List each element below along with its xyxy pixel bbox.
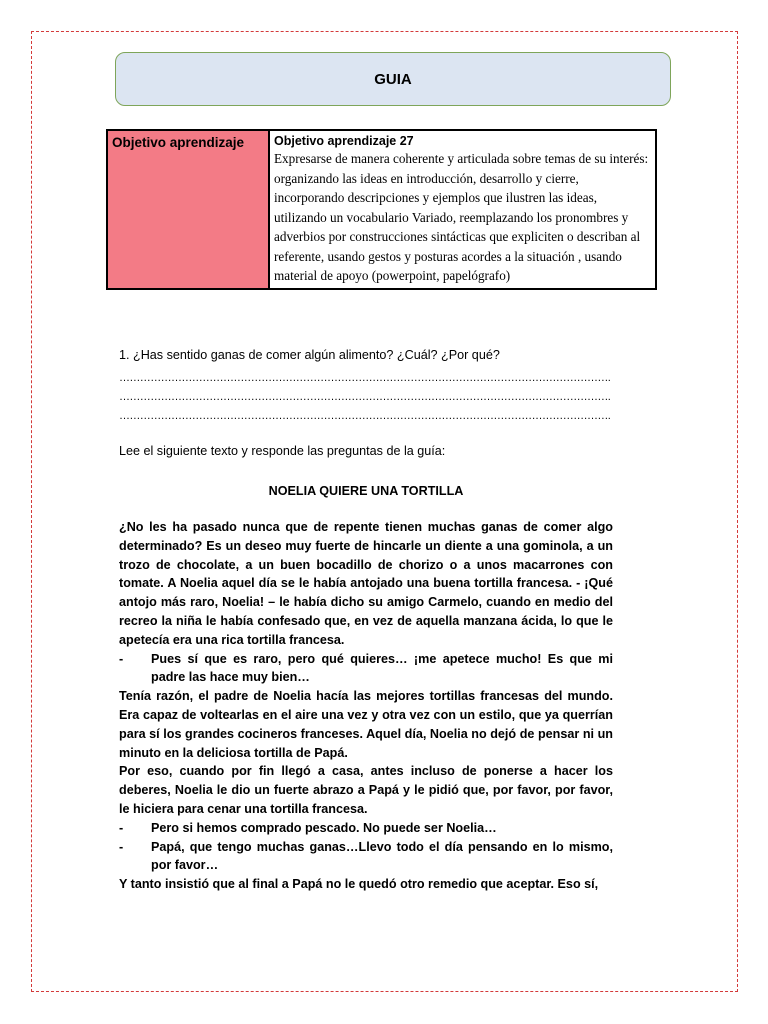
dialogue-dash: - <box>119 839 124 854</box>
objective-label: Objetivo aprendizaje <box>112 135 245 150</box>
dialogue-line-3 <box>119 838 613 876</box>
dialogue-dash: - <box>119 820 124 835</box>
story-paragraph-3: Por eso, cuando por fin llegó a casa, antes incluso de ponerse a hacer los deberes, Noelia le dio un fuerte abrazo a Papá y le pidió que, por favor, por favor, le hiciera para cenar una tortilla francesa. <box>119 764 613 816</box>
objective-heading: Objetivo aprendizaje 27 <box>274 134 414 148</box>
dialogue-dash: - <box>119 651 124 666</box>
objective-label-cell <box>107 130 269 289</box>
story-paragraph-1: ¿No les ha pasado nunca que de repente tienen muchas ganas de comer algo determinado? Es un deseo muy fuerte de hincarle un diente a una gominola, a un trozo de chocolate, a un buen bocadillo de chorizo o a unos macarrones con tomate. A Noelia aquel día se le había antojado una buena tortilla francesa. - ¡Qué antojo más raro, Noelia! – le había dicho su amigo Carmelo, cuando en medio del recreo la niña le había confesado que, en vez de aquella manzana ácida, lo que le apetecía era una rica tortilla francesa. <box>119 520 613 647</box>
question-1: 1. ¿Has sentido ganas de comer algún alimento? ¿Cuál? ¿Por qué? <box>119 348 500 362</box>
dialogue-line-2 <box>119 819 613 838</box>
dialogue-line-1 <box>119 650 613 688</box>
answer-line-3[interactable]: ……………………………………………………………………………………………………………………………. <box>119 410 611 422</box>
answer-line-1[interactable]: ……………………………………………………………………………………………………………………………. <box>119 372 611 384</box>
story-paragraph-4: Y tanto insistió que al final a Papá no le quedó otro remedio que aceptar. Eso sí, <box>119 877 599 892</box>
objective-table <box>106 129 657 290</box>
objective-body-cell <box>269 130 656 289</box>
dialogue-text-3: Papá, que tengo muchas ganas…Llevo todo el día pensando en lo mismo, por favor… <box>151 839 613 873</box>
dialogue-text-1: Pues sí que es raro, pero qué quieres… ¡me apetece mucho! Es que mi padre las hace muy bien… <box>151 651 613 685</box>
instruction: Lee el siguiente texto y responde las preguntas de la guía: <box>119 444 446 458</box>
answer-line-2[interactable]: ……………………………………………………………………………………………………………………………. <box>119 391 611 403</box>
dialogue-text-2: Pero si hemos comprado pescado. No puede ser Noelia… <box>151 820 497 835</box>
objective-text: Expresarse de manera coherente y articulada sobre temas de su interés: organizando las ideas en introducción, desarrollo y cierre, incorporando descripciones y ejemplos que ilustren las ideas, utilizando un vocabulario Variado, reemplazando los pronombres y adverbios por construcciones sintácticas que expliciten o describan al referente, usando gestos y posturas acordes a la situación , usando material de apoyo (powerpoint, papelógrafo) <box>274 151 649 283</box>
story-paragraph-2: Tenía razón, el padre de Noelia hacía las mejores tortillas francesas del mundo. Era capaz de voltearlas en el aire una vez y otra vez con un estilo, que ya querrían para sí los grandes cocineros franceses. Aquel día, Noelia no dejó de pensar ni un minuto en la deliciosa tortilla de Papá. <box>119 689 613 760</box>
story-body <box>119 518 613 894</box>
guide-title <box>115 52 671 106</box>
story-title: NOELIA QUIERE UNA TORTILLA <box>268 484 464 498</box>
guide-title-text: GUIA <box>374 70 412 88</box>
